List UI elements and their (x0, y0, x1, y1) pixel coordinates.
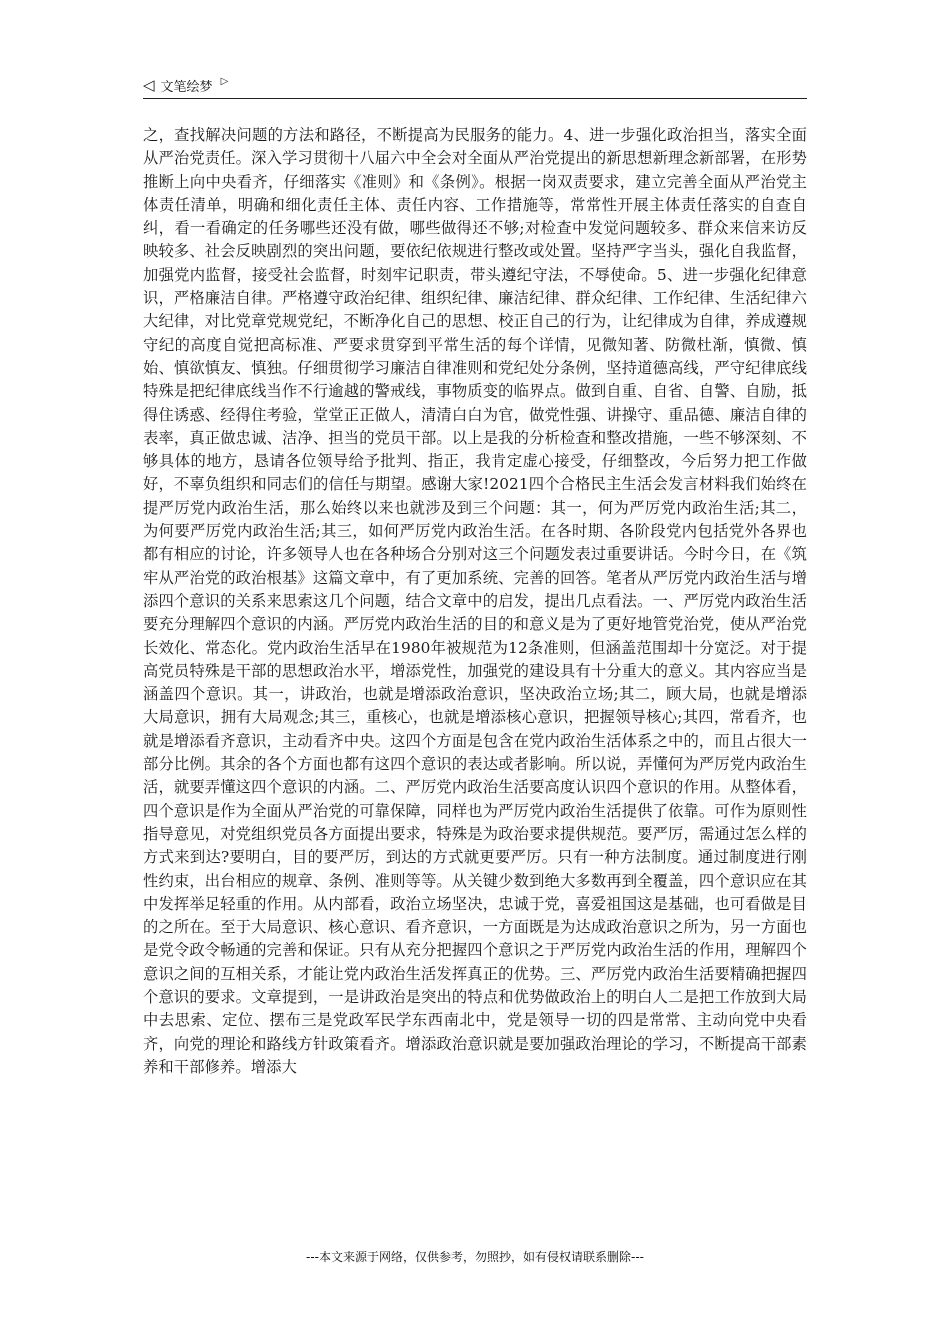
header-divider (143, 98, 807, 99)
triangle-right-icon: ▷ (220, 76, 229, 87)
header-title: 文笔绘梦 (160, 79, 213, 95)
triangle-left-icon: ◁ (143, 75, 155, 94)
footer-notice: ---本文来源于网络，仅供参考，勿照抄，如有侵权请联系删除--- (306, 1250, 644, 1264)
body-paragraph: 之，查找解决问题的方法和路径，不断提高为民服务的能力。4、进一步强化政治担当，落实全面从严治党责任。深入学习贯彻十八届六中全会对全面从严治党提出的新思想新理念新部署，在形势推断上向中央看齐，仔细落实《准则》和《条例》。根据一岗双责要求，建立完善全面从严治党主体责任清单，明确和细化责任主体、责任内容、工作措施等，常常性开展主体责任落实的自查自纠，看一看确定的任务哪些还没有做，哪些做得还不够;对检查中发觉问题较多、群众来信来访反映较多、社会反映剧烈的突出问题，要依纪依规进行整改或处置。坚持严字当头，强化自我监督，加强党内监督，接受社会监督，时刻牢记职责，带头遵纪守法，不辱使命。5、进一步强化纪律意识，严格廉洁自律。严格遵守政治纪律、组织纪律、廉洁纪律、群众纪律、工作纪律、生活纪律六大纪律，对比党章党规党纪，不断净化自己的思想、校正自己的行为，让纪律成为自律，养成遵规守纪的高度自觉把高标准、严要求贯穿到平常生活的每个详情，见微知著、防微杜渐，慎微、慎始、慎欲慎友、慎独。仔细贯彻学习廉洁自律准则和党纪处分条例，坚持道德高线，严守纪律底线特殊是把纪律底线当作不行逾越的警戒线，事物质变的临界点。做到自重、自省、自警、自励，抵得住诱惑、经得住考验，堂堂正正做人，清清白白为官，做党性强、讲操守、重品德、廉洁自律的表率，真正做忠诚、洁净、担当的党员干部。以上是我的分析检查和整改措施，一些不够深刻、不够具体的地方，恳请各位领导给予批判、指正，我肯定虚心接受，仔细整改，今后努力把工作做好，不辜负组织和同志们的信任与期望。感谢大家!2021四个合格民主生活会发言材料我们始终在提严厉党内政治生活，那么始终以来也就涉及到三个问题：其一，何为严厉党内政治生活;其二，为何要严厉党内政治生活;其三，如何严厉党内政治生活。在各时期、各阶段党内包括党外各界也都有相应的讨论，许多领导人也在各种场合分别对这三个问题发表过重要讲话。今时今日，在《筑牢从严治党的政治根基》这篇文章中，有了更加系统、完善的回答。笔者从严厉党内政治生活与增添四个意识的关系来思索这几个问题，结合文章中的启发，提出几点看法。一、严厉党内政治生活要充分理解四个意识的内涵。严厉党内政治生活的目的和意义是为了更好地管党治党，使从严治党长效化、常态化。党内政治生活早在1980年被规范为12条准则，但涵盖范围却十分宽泛。对于提高党员特殊是干部的思想政治水平，增添党性，加强党的建设具有十分重大的意义。其内容应当是涵盖四个意识。其一，讲政治，也就是增添政治意识，坚决政治立场;其二，顾大局，也就是增添大局意识，拥有大局观念;其三，重核心，也就是增添核心意识，把握领导核心;其四，常看齐，也就是增添看齐意识，主动看齐中央。这四个方面是包含在党内政治生活体系之中的，而且占很大一部分比例。其余的各个方面也都有这四个意识的表达或者影响。所以说，弄懂何为严厉党内政治生活，就要弄懂这四个意识的内涵。二、严厉党内政治生活要高度认识四个意识的作用。从整体看，四个意识是作为全面从严治党的可靠保障，同样也为严厉党内政治生活提供了依靠。可作为原则性指导意见，对党组织党员各方面提出要求，特殊是为政治要求提供规范。要严厉，需通过怎么样的方式来到达?要明白，目的要严厉，到达的方式就更要严厉。只有一种方法制度。通过制度进行刚性约束，出台相应的规章、条例、准则等等。从关键少数到绝大多数再到全覆盖，四个意识应在其中发挥举足轻重的作用。从内部看，政治立场坚决，忠诚于党，喜爱祖国这是基础，也可看做是目的之所在。至于大局意识、核心意识、看齐意识，一方面既是为达成政治意识之所为，另一方面也是党令政令畅通的完善和保证。只有从充分把握四个意识之于严厉党内政治生活的作用，理解四个意识之间的互相关系，才能让党内政治生活发挥真正的优势。三、严厉党内政治生活要精确把握四个意识的要求。文章提到，一是讲政治是突出的特点和优势做政治上的明白人二是把工作放到大局中去思索、定位、摆布三是党政军民学东西南北中，党是领导一切的四是常常、主动向党中央看齐，向党的理论和路线方针政策看齐。增添政治意识就是要加强政治理论的学习，不断提高干部素养和干部修养。增添大 (143, 126, 807, 1076)
page-header (143, 74, 807, 96)
